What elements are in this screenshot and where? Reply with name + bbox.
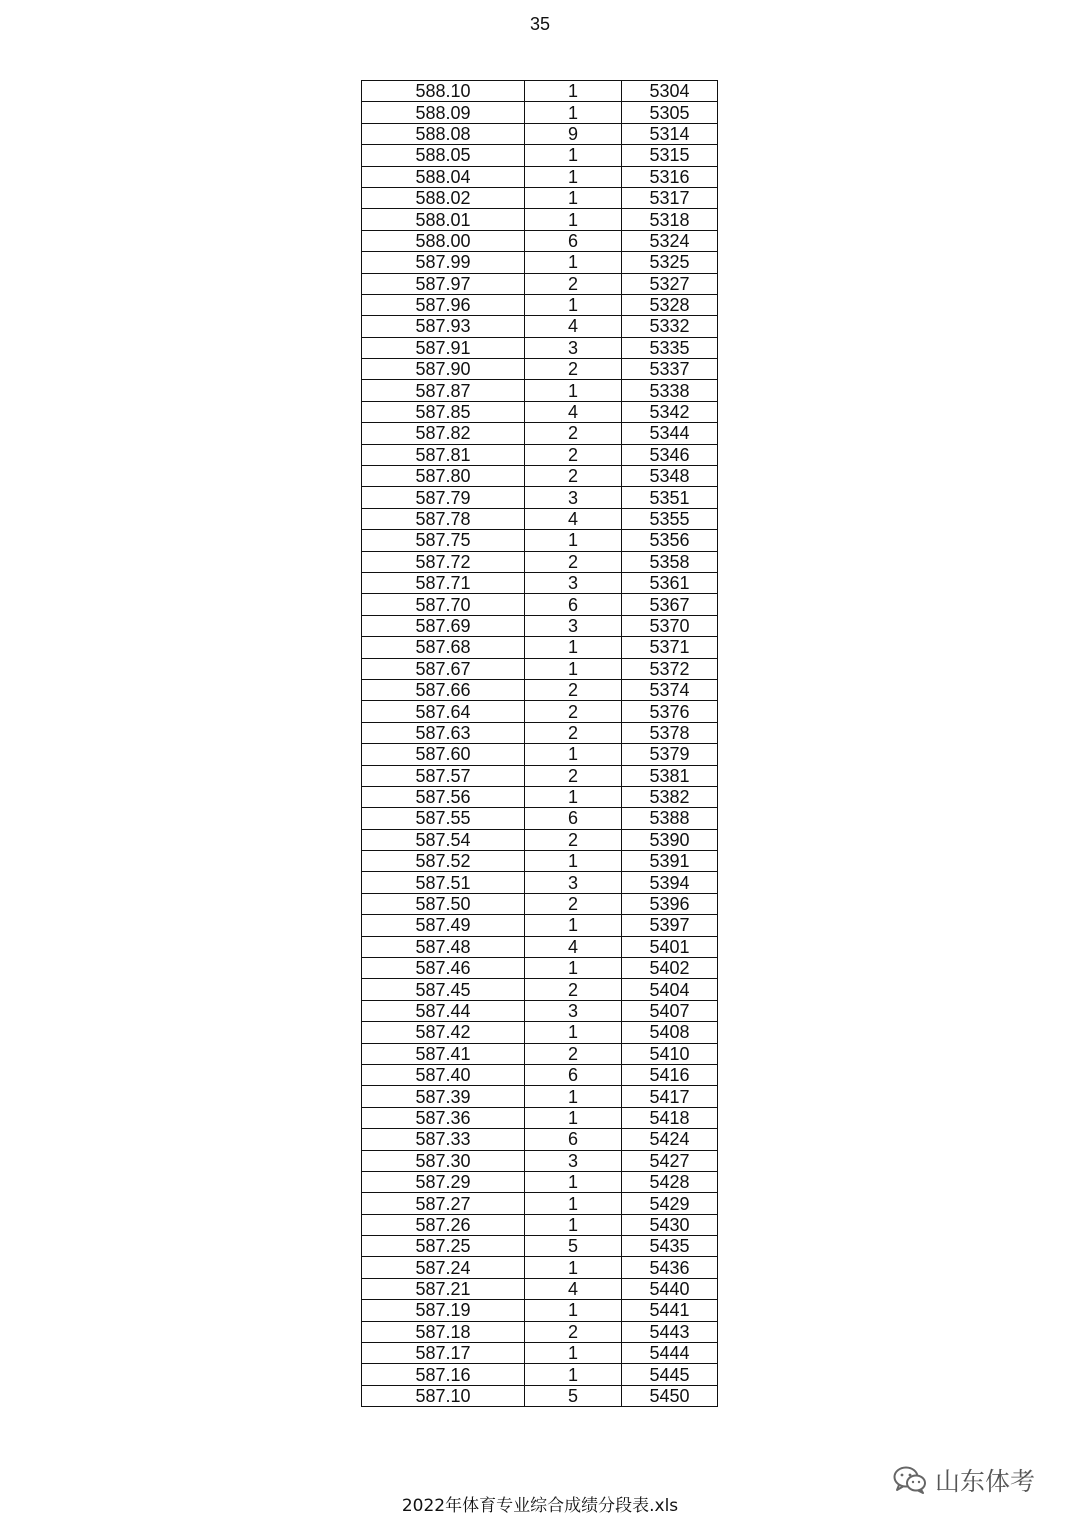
- cumulative-cell: 5435: [622, 1236, 718, 1257]
- cumulative-cell: 5440: [622, 1278, 718, 1299]
- count-cell: 1: [525, 294, 622, 315]
- cumulative-cell: 5327: [622, 273, 718, 294]
- count-cell: 4: [525, 936, 622, 957]
- cumulative-cell: 5443: [622, 1321, 718, 1342]
- table-row: [362, 658, 718, 679]
- count-cell: 4: [525, 508, 622, 529]
- score-cell: 587.72: [362, 551, 525, 572]
- table-row: [362, 851, 718, 872]
- score-cell: 587.78: [362, 508, 525, 529]
- cumulative-cell: 5356: [622, 530, 718, 551]
- cumulative-cell: 5328: [622, 294, 718, 315]
- score-cell: 587.46: [362, 958, 525, 979]
- count-cell: 1: [525, 1193, 622, 1214]
- count-cell: 1: [525, 166, 622, 187]
- table-row: [362, 145, 718, 166]
- cumulative-cell: 5371: [622, 637, 718, 658]
- score-cell: 587.91: [362, 337, 525, 358]
- score-cell: 588.09: [362, 102, 525, 123]
- cumulative-cell: 5316: [622, 166, 718, 187]
- cumulative-cell: 5407: [622, 1000, 718, 1021]
- table-row: [362, 1171, 718, 1192]
- score-cell: 587.56: [362, 786, 525, 807]
- count-cell: 1: [525, 1022, 622, 1043]
- count-cell: 1: [525, 209, 622, 230]
- score-cell: 588.10: [362, 81, 525, 102]
- table-row: [362, 872, 718, 893]
- score-cell: 587.80: [362, 466, 525, 487]
- count-cell: 4: [525, 316, 622, 337]
- cumulative-cell: 5429: [622, 1193, 718, 1214]
- cumulative-cell: 5416: [622, 1064, 718, 1085]
- cumulative-cell: 5351: [622, 487, 718, 508]
- table-row: [362, 487, 718, 508]
- score-cell: 587.25: [362, 1236, 525, 1257]
- table-row: [362, 1278, 718, 1299]
- score-cell: 587.82: [362, 423, 525, 444]
- table-row: [362, 1236, 718, 1257]
- score-cell: 587.52: [362, 851, 525, 872]
- count-cell: 3: [525, 615, 622, 636]
- cumulative-cell: 5332: [622, 316, 718, 337]
- table-row: [362, 102, 718, 123]
- score-cell: 587.64: [362, 701, 525, 722]
- count-cell: 1: [525, 958, 622, 979]
- score-cell: 587.29: [362, 1171, 525, 1192]
- score-cell: 587.54: [362, 829, 525, 850]
- cumulative-cell: 5390: [622, 829, 718, 850]
- score-cell: 588.04: [362, 166, 525, 187]
- cumulative-cell: 5355: [622, 508, 718, 529]
- count-cell: 2: [525, 701, 622, 722]
- score-cell: 587.60: [362, 744, 525, 765]
- score-cell: 587.96: [362, 294, 525, 315]
- cumulative-cell: 5394: [622, 872, 718, 893]
- table-row: [362, 123, 718, 144]
- table-row: [362, 1150, 718, 1171]
- cumulative-cell: 5391: [622, 851, 718, 872]
- cumulative-cell: 5342: [622, 401, 718, 422]
- score-cell: 587.71: [362, 572, 525, 593]
- score-cell: 587.36: [362, 1107, 525, 1128]
- table-row: [362, 1129, 718, 1150]
- table-row: [362, 1064, 718, 1085]
- score-cell: 587.75: [362, 530, 525, 551]
- table-row: [362, 1107, 718, 1128]
- table-row: [362, 401, 718, 422]
- count-cell: 3: [525, 572, 622, 593]
- score-cell: 587.17: [362, 1343, 525, 1364]
- table-row: [362, 744, 718, 765]
- count-cell: 1: [525, 380, 622, 401]
- table-row: [362, 615, 718, 636]
- score-cell: 587.90: [362, 359, 525, 380]
- table-row: [362, 252, 718, 273]
- count-cell: 3: [525, 337, 622, 358]
- cumulative-cell: 5396: [622, 893, 718, 914]
- cumulative-cell: 5450: [622, 1385, 718, 1406]
- cumulative-cell: 5346: [622, 444, 718, 465]
- cumulative-cell: 5370: [622, 615, 718, 636]
- table-row: [362, 530, 718, 551]
- cumulative-cell: 5317: [622, 187, 718, 208]
- score-cell: 587.42: [362, 1022, 525, 1043]
- score-cell: 587.24: [362, 1257, 525, 1278]
- score-cell: 587.67: [362, 658, 525, 679]
- count-cell: 1: [525, 530, 622, 551]
- table-row: [362, 594, 718, 615]
- count-cell: 2: [525, 359, 622, 380]
- count-cell: 4: [525, 1278, 622, 1299]
- cumulative-cell: 5305: [622, 102, 718, 123]
- count-cell: 1: [525, 851, 622, 872]
- count-cell: 1: [525, 658, 622, 679]
- count-cell: 1: [525, 102, 622, 123]
- cumulative-cell: 5408: [622, 1022, 718, 1043]
- count-cell: 1: [525, 1257, 622, 1278]
- score-cell: 587.27: [362, 1193, 525, 1214]
- table-row: [362, 701, 718, 722]
- table-row: [362, 1022, 718, 1043]
- score-cell: 587.63: [362, 722, 525, 743]
- cumulative-cell: 5436: [622, 1257, 718, 1278]
- count-cell: 2: [525, 765, 622, 786]
- score-cell: 587.50: [362, 893, 525, 914]
- cumulative-cell: 5444: [622, 1343, 718, 1364]
- count-cell: 5: [525, 1236, 622, 1257]
- table-row: [362, 1193, 718, 1214]
- cumulative-cell: 5374: [622, 679, 718, 700]
- score-cell: 587.16: [362, 1364, 525, 1385]
- cumulative-cell: 5315: [622, 145, 718, 166]
- count-cell: 2: [525, 466, 622, 487]
- count-cell: 1: [525, 744, 622, 765]
- score-cell: 588.01: [362, 209, 525, 230]
- table-row: [362, 337, 718, 358]
- count-cell: 6: [525, 808, 622, 829]
- cumulative-cell: 5376: [622, 701, 718, 722]
- score-cell: 587.49: [362, 915, 525, 936]
- table-row: [362, 958, 718, 979]
- score-cell: 587.21: [362, 1278, 525, 1299]
- cumulative-cell: 5379: [622, 744, 718, 765]
- table-row: [362, 209, 718, 230]
- count-cell: 2: [525, 979, 622, 1000]
- cumulative-cell: 5318: [622, 209, 718, 230]
- count-cell: 2: [525, 1321, 622, 1342]
- count-cell: 6: [525, 1129, 622, 1150]
- table-row: [362, 1043, 718, 1064]
- table-row: [362, 637, 718, 658]
- cumulative-cell: 5441: [622, 1300, 718, 1321]
- count-cell: 2: [525, 273, 622, 294]
- cumulative-cell: 5378: [622, 722, 718, 743]
- cumulative-cell: 5337: [622, 359, 718, 380]
- score-cell: 588.05: [362, 145, 525, 166]
- score-cell: 587.51: [362, 872, 525, 893]
- table-row: [362, 722, 718, 743]
- count-cell: 1: [525, 786, 622, 807]
- table-row: [362, 679, 718, 700]
- count-cell: 1: [525, 1107, 622, 1128]
- cumulative-cell: 5344: [622, 423, 718, 444]
- score-cell: 587.87: [362, 380, 525, 401]
- score-cell: 587.19: [362, 1300, 525, 1321]
- table-row: [362, 915, 718, 936]
- table-row: [362, 466, 718, 487]
- score-cell: 587.85: [362, 401, 525, 422]
- score-cell: 587.40: [362, 1064, 525, 1085]
- count-cell: 3: [525, 487, 622, 508]
- table-row: [362, 808, 718, 829]
- score-cell: 587.70: [362, 594, 525, 615]
- table-row: [362, 829, 718, 850]
- table-row: [362, 936, 718, 957]
- score-cell: 587.68: [362, 637, 525, 658]
- score-cell: 587.81: [362, 444, 525, 465]
- count-cell: 1: [525, 1214, 622, 1235]
- table-row: [362, 508, 718, 529]
- cumulative-cell: 5338: [622, 380, 718, 401]
- table-body: [362, 81, 718, 1407]
- footer-filename: 2022年体育专业综合成绩分段表.xls: [401, 1496, 679, 1516]
- score-cell: 587.97: [362, 273, 525, 294]
- table-row: [362, 786, 718, 807]
- count-cell: 2: [525, 722, 622, 743]
- score-cell: 587.18: [362, 1321, 525, 1342]
- table-row: [362, 273, 718, 294]
- table-row: [362, 359, 718, 380]
- count-cell: 1: [525, 187, 622, 208]
- page-number: 35: [529, 14, 551, 34]
- count-cell: 1: [525, 637, 622, 658]
- table-row: [362, 81, 718, 102]
- cumulative-cell: 5324: [622, 230, 718, 251]
- cumulative-cell: 5401: [622, 936, 718, 957]
- table-row: [362, 551, 718, 572]
- count-cell: 2: [525, 423, 622, 444]
- table-row: [362, 765, 718, 786]
- cumulative-cell: 5314: [622, 123, 718, 144]
- cumulative-cell: 5397: [622, 915, 718, 936]
- score-cell: 587.45: [362, 979, 525, 1000]
- cumulative-cell: 5417: [622, 1086, 718, 1107]
- count-cell: 2: [525, 551, 622, 572]
- score-distribution-table: [361, 80, 718, 1407]
- count-cell: 3: [525, 1150, 622, 1171]
- table-row: [362, 1364, 718, 1385]
- count-cell: 1: [525, 252, 622, 273]
- score-cell: 588.08: [362, 123, 525, 144]
- table-row: [362, 572, 718, 593]
- cumulative-cell: 5418: [622, 1107, 718, 1128]
- count-cell: 6: [525, 230, 622, 251]
- table-row: [362, 1321, 718, 1342]
- count-cell: 3: [525, 1000, 622, 1021]
- score-cell: 587.69: [362, 615, 525, 636]
- table-row: [362, 187, 718, 208]
- cumulative-cell: 5335: [622, 337, 718, 358]
- score-cell: 587.44: [362, 1000, 525, 1021]
- count-cell: 5: [525, 1385, 622, 1406]
- score-cell: 587.48: [362, 936, 525, 957]
- count-cell: 1: [525, 915, 622, 936]
- score-cell: 587.99: [362, 252, 525, 273]
- table-row: [362, 166, 718, 187]
- cumulative-cell: 5381: [622, 765, 718, 786]
- count-cell: 4: [525, 401, 622, 422]
- table-row: [362, 294, 718, 315]
- table-row: [362, 1086, 718, 1107]
- count-cell: 1: [525, 1300, 622, 1321]
- score-cell: 587.55: [362, 808, 525, 829]
- wechat-icon: [893, 1466, 927, 1494]
- count-cell: 1: [525, 1086, 622, 1107]
- table-row: [362, 1000, 718, 1021]
- count-cell: 2: [525, 893, 622, 914]
- cumulative-cell: 5428: [622, 1171, 718, 1192]
- cumulative-cell: 5367: [622, 594, 718, 615]
- cumulative-cell: 5304: [622, 81, 718, 102]
- table-row: [362, 1385, 718, 1406]
- score-cell: 587.33: [362, 1129, 525, 1150]
- score-cell: 588.00: [362, 230, 525, 251]
- table-row: [362, 380, 718, 401]
- score-cell: 587.30: [362, 1150, 525, 1171]
- score-cell: 587.57: [362, 765, 525, 786]
- count-cell: 2: [525, 679, 622, 700]
- table-row: [362, 893, 718, 914]
- table-row: [362, 1343, 718, 1364]
- table-row: [362, 444, 718, 465]
- score-cell: 587.93: [362, 316, 525, 337]
- cumulative-cell: 5424: [622, 1129, 718, 1150]
- cumulative-cell: 5427: [622, 1150, 718, 1171]
- count-cell: 1: [525, 1171, 622, 1192]
- table-row: [362, 979, 718, 1000]
- cumulative-cell: 5348: [622, 466, 718, 487]
- cumulative-cell: 5358: [622, 551, 718, 572]
- cumulative-cell: 5430: [622, 1214, 718, 1235]
- cumulative-cell: 5361: [622, 572, 718, 593]
- cumulative-cell: 5410: [622, 1043, 718, 1064]
- cumulative-cell: 5445: [622, 1364, 718, 1385]
- table-row: [362, 423, 718, 444]
- cumulative-cell: 5382: [622, 786, 718, 807]
- score-cell: 588.02: [362, 187, 525, 208]
- count-cell: 2: [525, 444, 622, 465]
- cumulative-cell: 5388: [622, 808, 718, 829]
- score-cell: 587.39: [362, 1086, 525, 1107]
- score-cell: 587.41: [362, 1043, 525, 1064]
- score-cell: 587.26: [362, 1214, 525, 1235]
- cumulative-cell: 5402: [622, 958, 718, 979]
- score-cell: 587.79: [362, 487, 525, 508]
- count-cell: 1: [525, 1343, 622, 1364]
- count-cell: 1: [525, 1364, 622, 1385]
- count-cell: 6: [525, 594, 622, 615]
- watermark-text: 山东体考: [935, 1467, 1036, 1496]
- count-cell: 2: [525, 829, 622, 850]
- count-cell: 2: [525, 1043, 622, 1064]
- score-cell: 587.66: [362, 679, 525, 700]
- table-row: [362, 1300, 718, 1321]
- count-cell: 1: [525, 81, 622, 102]
- table-row: [362, 1214, 718, 1235]
- cumulative-cell: 5404: [622, 979, 718, 1000]
- cumulative-cell: 5325: [622, 252, 718, 273]
- table-row: [362, 1257, 718, 1278]
- cumulative-cell: 5372: [622, 658, 718, 679]
- count-cell: 1: [525, 145, 622, 166]
- score-cell: 587.10: [362, 1385, 525, 1406]
- count-cell: 9: [525, 123, 622, 144]
- table-row: [362, 230, 718, 251]
- table-row: [362, 316, 718, 337]
- count-cell: 3: [525, 872, 622, 893]
- count-cell: 6: [525, 1064, 622, 1085]
